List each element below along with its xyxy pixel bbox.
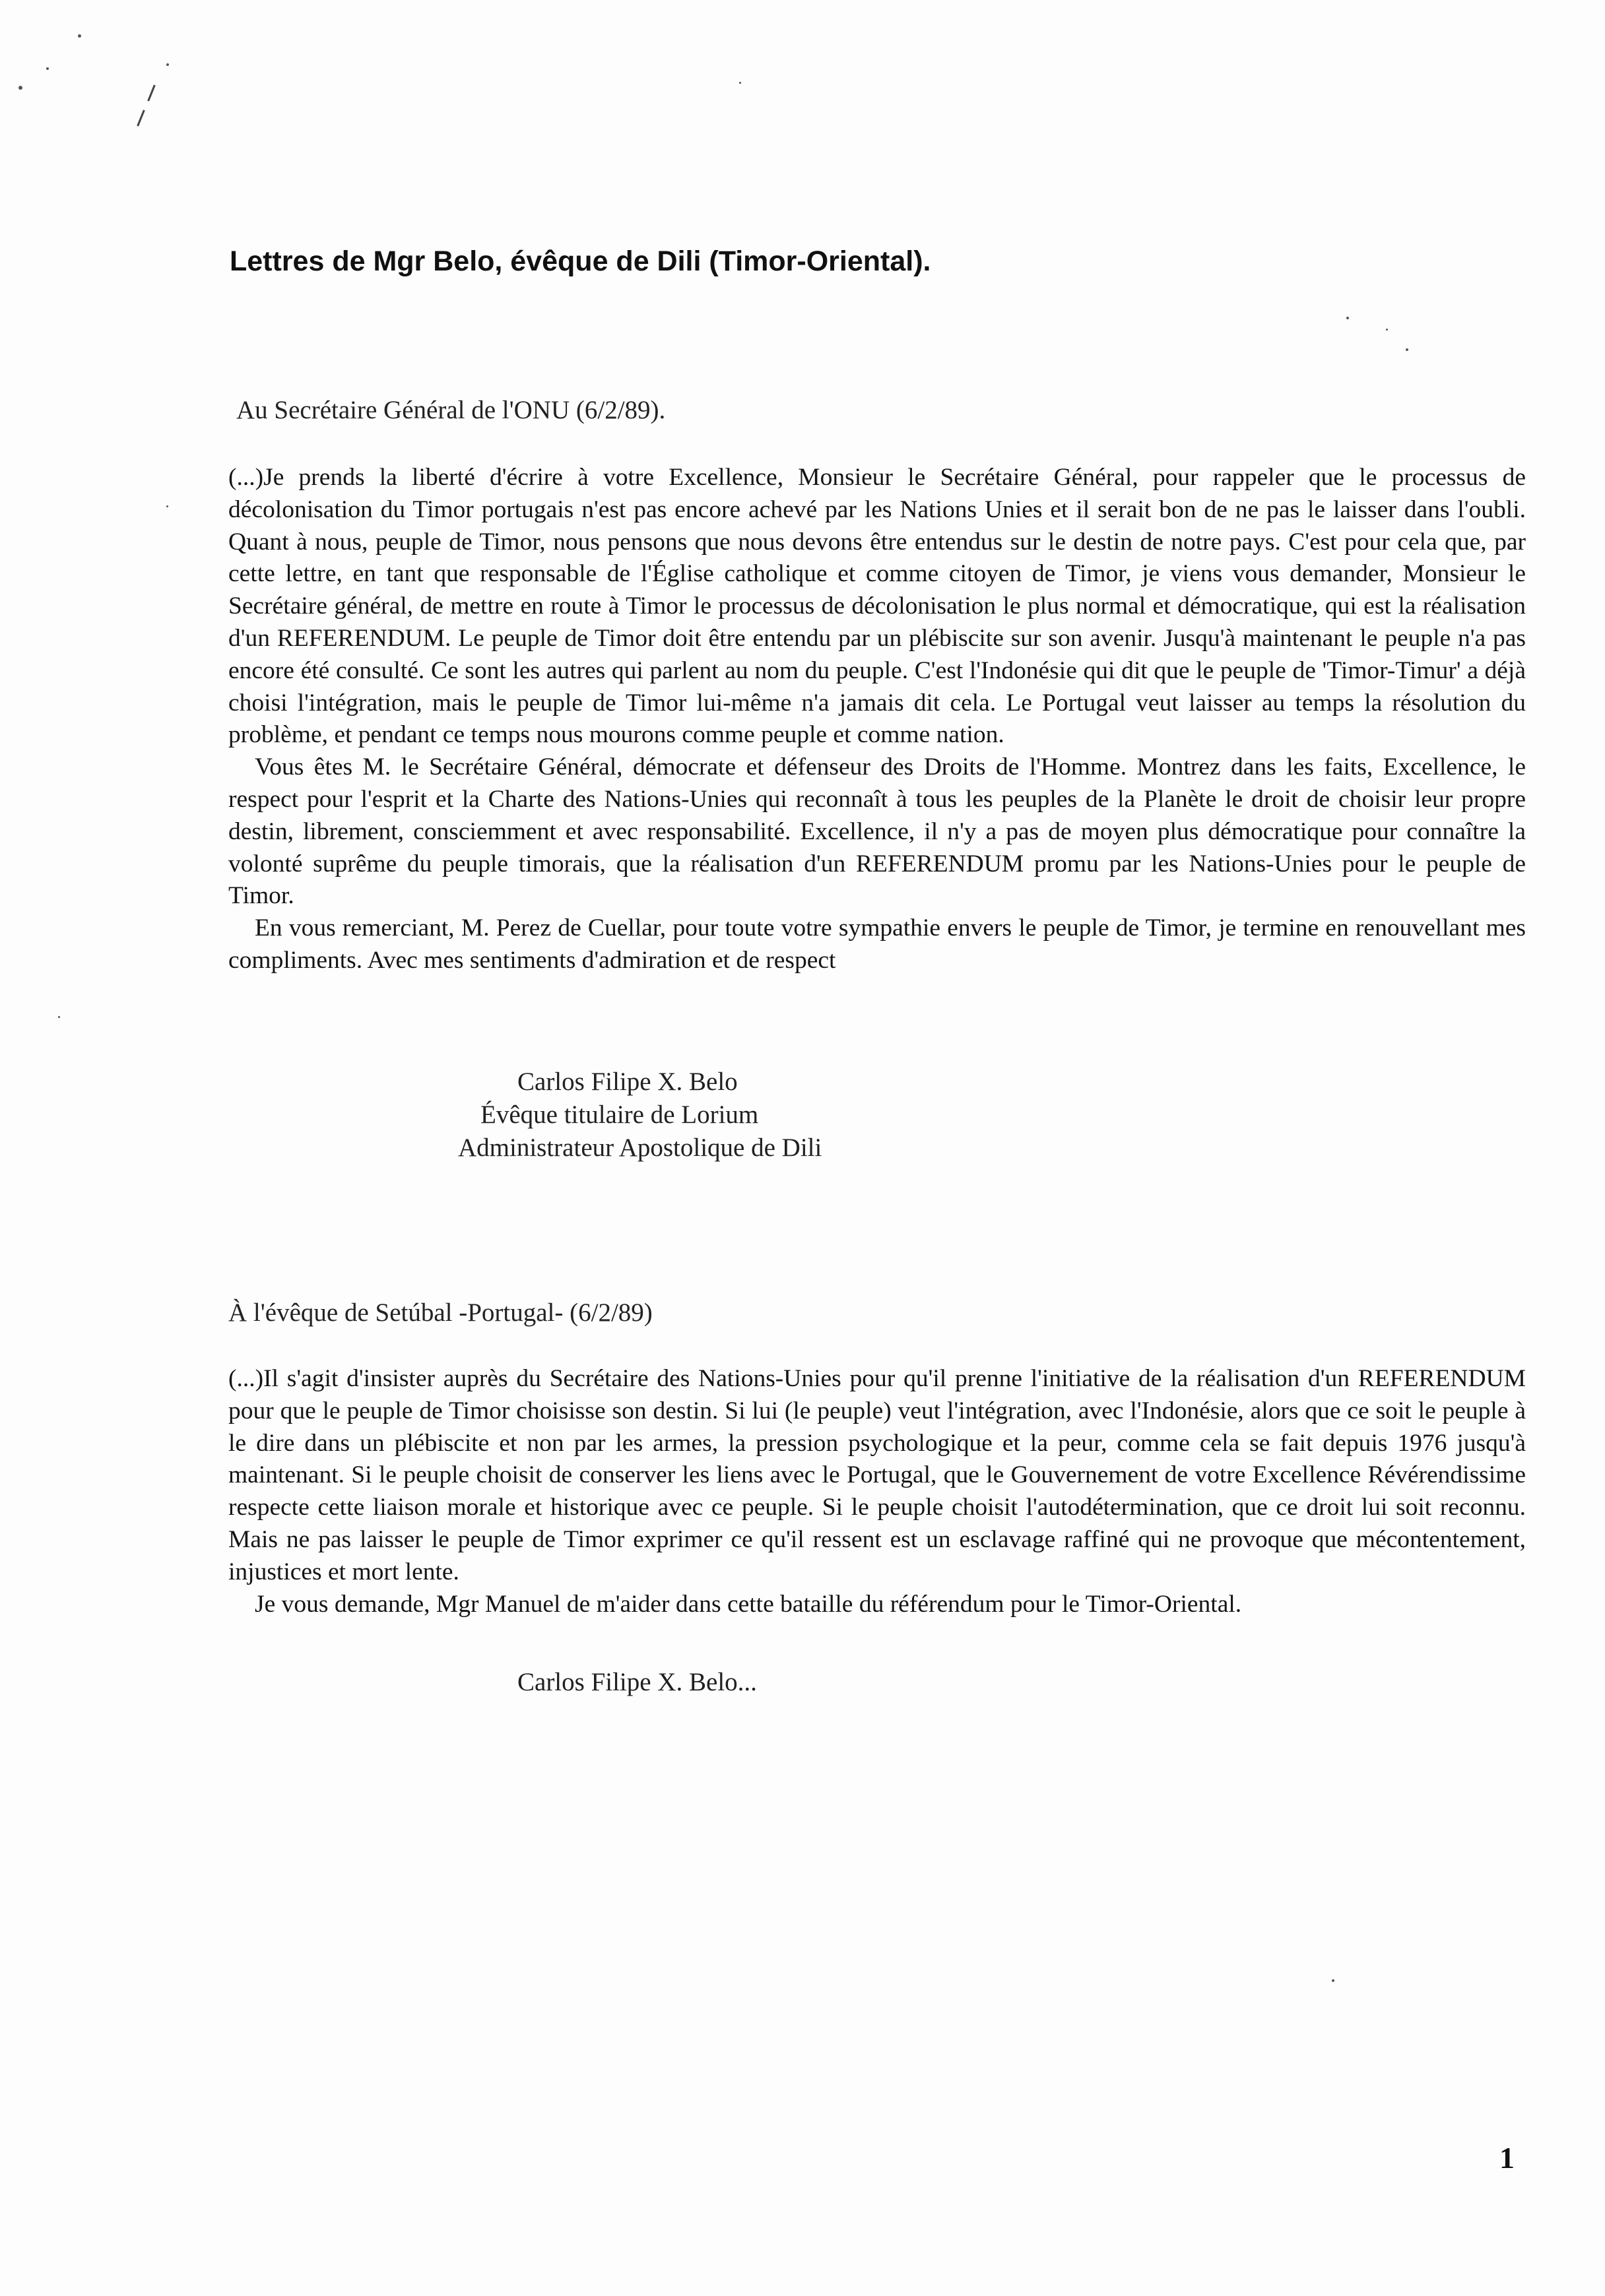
scan-speck xyxy=(739,82,741,84)
letter-1-signature-name: Carlos Filipe X. Belo xyxy=(517,1068,738,1096)
scan-speck xyxy=(1346,317,1349,319)
letter-1-paragraph: (...)Je prends la liberté d'écrire à votre Excellence, Monsieur le Secrétaire Général, pour rappeler que le processus de décolonisation du Timor portugais n'est pas encore achevé par les Nations Unies et il serait bon de ne pas le laisser dans l'oubli. Quant à nous, peuple de Timor, nous pensons que nous devons être entendus sur le destin de notre pays. C'est pour cela que, par cette lettre, en tant que responsable de l'Église catholique et comme citoyen de Timor, je viens vous demander, Monsieur le Secrétaire général, de mettre en route à Timor le processus de décolonisation le plus normal et démocratique, qui est la réalisation d'un REFERENDUM. Le peuple de Timor doit être entendu par un plébiscite sur son avenir. Jusqu'à maintenant le peuple n'a pas encore été consulté. Ce sont les autres qui parlent au nom du peuple. C'est l'Indonésie qui dit que le peuple de 'Timor-Timur' a déjà choisi l'intégration, mais le peuple de Timor lui-même n'a jamais dit cela. Le Portugal veut laisser au temps la résolution du problème, et pendant ce temps nous mourons comme peuple et comme nation. xyxy=(228,464,1526,749)
scan-speck xyxy=(18,86,22,90)
scan-speck xyxy=(1332,1979,1334,1982)
letter-2-signature-name: Carlos Filipe X. Belo... xyxy=(517,1668,757,1696)
letter-1-paragraph: Vous êtes M. le Secrétaire Général, démocrate et défenseur des Droits de l'Homme. Montrez dans les faits, Excellence, le respect pour l'esprit et la Charte des Nations-Unies qui reconnaît à tous les peuples de la Planète le droit de choisir leur propre destin, librement, consciemment et avec responsabilité. Excellence, il n'y a pas de moyen plus démocratique pour connaître la volonté suprême du peuple timorais, que la réalisation d'un REFERENDUM promu par les Nations-Unies pour le peuple de Timor. xyxy=(228,753,1526,910)
letter-1-heading: Au Secrétaire Général de l'ONU (6/2/89). xyxy=(236,396,666,424)
page-number: 1 xyxy=(1499,2141,1515,2175)
letter-2-heading: À l'évêque de Setúbal -Portugal- (6/2/89) xyxy=(228,1298,653,1327)
letter-1-body xyxy=(228,462,1526,977)
scan-mark xyxy=(147,84,156,101)
letter-1-signature-office: Administrateur Apostolique de Dili xyxy=(458,1133,822,1162)
letter-2-paragraph: (...)Il s'agit d'insister auprès du Secrétaire des Nations-Unies pour qu'il prenne l'initiative de la réalisation d'un REFERENDUM pour que le peuple de Timor choisisse son destin. Si lui (le peuple) veut l'intégration, avec l'Indonésie, alors que ce soit le peuple à le dire dans un plébiscite et non par les armes, la pression psychologique et la peur, comme cela se fait depuis 1976 jusqu'à maintenant. Si le peuple choisit de conserver les liens avec le Portugal, que le Gouvernement de votre Excellence Révérendissime respecte cette liaison morale et historique avec ce peuple. Si le peuple choisit l'autodétermination, que ce droit lui soit reconnu. Mais ne pas laisser le peuple de Timor exprimer ce qu'il ressent est un esclavage raffiné qui ne provoque que mécontentement, injustices et mort lente. xyxy=(228,1365,1526,1585)
scan-speck xyxy=(166,505,168,507)
scan-speck xyxy=(46,67,49,70)
document-title: Lettres de Mgr Belo, évêque de Dili (Timor-Oriental). xyxy=(230,245,931,277)
letter-2-body xyxy=(228,1363,1526,1620)
letter-1-paragraph: En vous remerciant, M. Perez de Cuellar, pour toute votre sympathie envers le peuple de Timor, je termine en renouvellant mes compliments. Avec mes sentiments d'admiration et de respect xyxy=(228,914,1526,974)
scan-speck xyxy=(166,63,169,66)
letter-2-paragraph: Je vous demande, Mgr Manuel de m'aider dans cette bataille du référendum pour le Timor-Oriental. xyxy=(255,1590,1242,1618)
scan-mark xyxy=(137,110,145,126)
scan-speck xyxy=(58,1016,60,1018)
scan-speck xyxy=(1406,348,1408,351)
scan-speck xyxy=(78,34,81,38)
letter-1-signature-title: Évêque titulaire de Lorium xyxy=(480,1100,759,1129)
scan-speck xyxy=(1386,329,1388,331)
